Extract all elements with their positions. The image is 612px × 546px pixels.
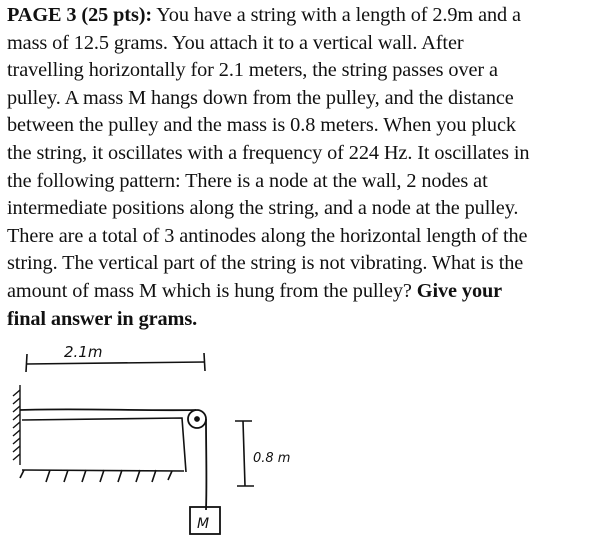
problem-line-9: There are a total of 3 antinodes along the horizontal length of the xyxy=(7,224,528,247)
string-horizontal xyxy=(20,409,196,410)
wall xyxy=(13,385,20,465)
answer-instruction: Give your xyxy=(416,279,503,302)
table xyxy=(20,418,186,482)
problem-line-10: string. The vertical part of the string is not vibrating. What is the xyxy=(7,252,524,275)
vertical-length-label: 0.8 m xyxy=(253,451,291,466)
problem-heading: PAGE 3 (25 pts): xyxy=(7,4,153,26)
problem-line-6: the string, it oscillates with a frequency of 224 Hz. It oscillates in xyxy=(7,141,530,164)
problem-line-1: PAGE 3 (25 pts): You have a string with a length of 2.9m and a xyxy=(7,4,521,26)
horizontal-dimension xyxy=(26,353,205,372)
problem-text xyxy=(7,2,609,333)
horizontal-length-label: 2.1m xyxy=(64,343,103,361)
mass-label: M xyxy=(197,516,210,532)
vertical-dimension xyxy=(235,421,254,486)
problem-line-12 xyxy=(7,306,609,334)
problem-line-7: the following pattern: There is a node at the wall, 2 nodes at xyxy=(7,169,488,192)
problem-line-8: intermediate positions along the string, and a node at the pulley. xyxy=(7,197,519,220)
problem-line-11: amount of mass M which is hung from the pulley? Give your xyxy=(7,279,503,302)
pulley-diagram xyxy=(0,330,612,546)
problem-line-2: mass of 12.5 grams. You attach it to a vertical wall. After xyxy=(7,31,464,54)
pulley xyxy=(188,410,206,428)
problem-line-3: travelling horizontally for 2.1 meters, the string passes over a xyxy=(7,59,498,82)
problem-line-5: between the pulley and the mass is 0.8 meters. When you pluck xyxy=(7,114,516,137)
answer-instruction-end: final answer in grams. xyxy=(7,307,198,330)
problem-line-4: pulley. A mass M hangs down from the pulley, and the distance xyxy=(7,86,514,109)
